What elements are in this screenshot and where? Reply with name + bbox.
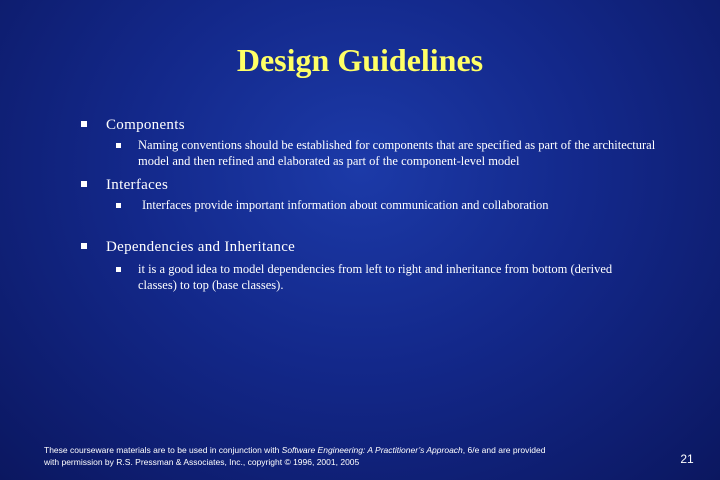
sub-bullet-components: Naming conventions should be established for components that are specified as part of the architectural model and then refined and elaborated as part of the component-level model: [138, 138, 656, 168]
footer-prefix: These courseware materials are to be used in conjunction with: [44, 445, 282, 455]
slide-title: Design Guidelines: [236, 42, 484, 78]
bullet-components: Components: [106, 117, 185, 133]
sub-bullet-dependencies: it is a good idea to model dependencies from left to right and inheritance from bottom (derived classes) to top (base classes).: [138, 262, 613, 292]
sub-bullet-icon: [116, 143, 121, 148]
bullet-interfaces: Interfaces: [106, 177, 169, 193]
sub-bullet-icon: [116, 203, 121, 208]
footer-copyright: [44, 444, 644, 468]
footer-book-title: Software Engineering: A Practitioner’s Approach: [281, 445, 463, 455]
bullet-icon: [81, 121, 87, 127]
sub-bullet-interfaces: Interfaces provide important information about communication and collaboration: [142, 198, 549, 212]
sub-bullet-icon: [116, 267, 121, 272]
bullet-icon: [81, 243, 87, 249]
footer-suffix: , 6/e and are provided: [462, 445, 546, 455]
page-number: 21: [680, 452, 694, 466]
bullet-dependencies: Dependencies and Inheritance: [106, 239, 296, 255]
footer-line2: with permission by R.S. Pressman & Associates, Inc., copyright © 1996, 2001, 2005: [44, 457, 360, 467]
bullet-icon: [81, 181, 87, 187]
